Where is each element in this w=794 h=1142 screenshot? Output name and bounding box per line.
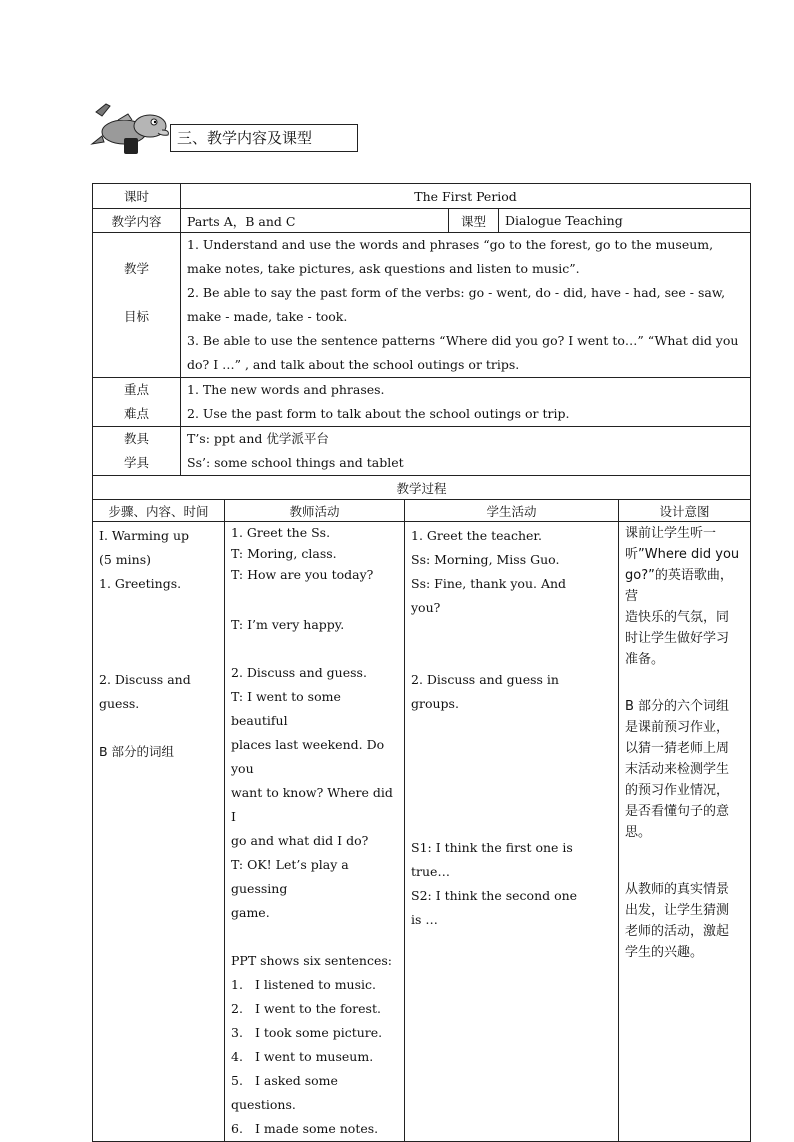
process-header-row <box>93 500 751 522</box>
process-title-row <box>93 476 751 500</box>
intent-text: 时让学生做好学习 <box>625 631 730 646</box>
objectives-label-1: 教学 <box>123 261 149 276</box>
intent-text: B 部分的六个词组 <box>625 699 730 714</box>
intent-text: 学生的兴趣。 <box>625 945 704 960</box>
intent-text: 课前让学生听一 <box>625 526 717 541</box>
key-points-row <box>93 378 751 427</box>
ppt-sentence: 4. I went to museum. <box>231 1049 374 1064</box>
ppt-sentence-list <box>231 973 398 1141</box>
intent-text: 出发，让学生猜测 <box>625 903 730 918</box>
student-text: groups. <box>411 696 459 711</box>
intent-text: 准备。 <box>625 652 665 667</box>
key-point-item: 2. Use the past form to talk about the school outings or trip. <box>187 406 570 421</box>
intent-text: 以猜一猜老师上周 <box>625 741 730 756</box>
teacher-text: go and what did I do? <box>231 833 369 848</box>
ppt-sentence: 1. I listened to music. <box>231 977 376 992</box>
intent-text: go?”的英语歌曲，营 <box>625 568 733 604</box>
teacher-text: places last weekend. Do you <box>231 737 385 776</box>
steps-column <box>93 522 225 1142</box>
tools-label-1: 教具 <box>123 431 149 446</box>
content-row <box>93 209 751 233</box>
tools-list <box>181 427 751 476</box>
tools-row <box>93 427 751 476</box>
header-student: 学生活动 <box>405 500 619 522</box>
student-text: Ss: Fine, thank you. And <box>411 576 567 591</box>
key-points-label-1: 重点 <box>123 382 149 397</box>
lesson-plan-table <box>92 183 751 1142</box>
objectives-label <box>93 233 181 378</box>
ppt-sentence: 6. I made some notes. <box>231 1121 379 1136</box>
teacher-text: 1. Greet the Ss. <box>231 525 331 540</box>
header-teacher: 教师活动 <box>225 500 405 522</box>
student-text: S2: I think the second one <box>411 888 578 903</box>
teacher-text: T: OK! Let’s play a guessing <box>231 857 349 896</box>
student-text: is … <box>411 912 438 927</box>
lesson-type-label: 课型 <box>449 209 499 233</box>
objectives-label-2: 目标 <box>123 309 149 324</box>
step-text: B 部分的词组 <box>99 744 175 759</box>
student-text: true… <box>411 864 450 879</box>
teacher-text: T: I’m very happy. <box>231 617 345 632</box>
objectives-list <box>181 233 751 378</box>
section-title: 三、教学内容及课型 <box>170 124 358 152</box>
tools-label <box>93 427 181 476</box>
teacher-text: T: How are you today? <box>231 567 374 582</box>
process-body-row <box>93 522 751 1142</box>
step-text: I. Warming up <box>99 528 190 543</box>
header-intent: 设计意图 <box>619 500 751 522</box>
period-value: The First Period <box>181 184 751 209</box>
teacher-column <box>225 522 405 1142</box>
key-point-item: 1. The new words and phrases. <box>187 382 385 397</box>
intent-text: 听”Where did you <box>625 547 740 562</box>
intent-text: 从教师的真实情景 <box>625 882 730 897</box>
content-value: Parts A，B and C <box>181 209 449 233</box>
objectives-row <box>93 233 751 378</box>
teacher-tools: T’s: ppt and 优学派平台 <box>187 431 329 446</box>
step-text: (5 mins) <box>99 552 151 567</box>
key-points-list <box>181 378 751 427</box>
teacher-text: PPT shows six sentences: <box>231 953 393 968</box>
key-points-label-2: 难点 <box>123 406 149 421</box>
objective-item: 1. Understand and use the words and phrases “go to the forest, go to the museum, make notes, take pictures, ask questions and listen to music”. <box>187 237 714 276</box>
student-text: S1: I think the first one is <box>411 840 573 855</box>
tools-label-2: 学具 <box>123 455 149 470</box>
lesson-type-value: Dialogue Teaching <box>499 209 751 233</box>
intent-text: 是课前预习作业， <box>625 720 730 735</box>
header-steps: 步骤、内容、时间 <box>93 500 225 522</box>
step-text: 1. Greetings. <box>99 576 182 591</box>
objective-item: 3. Be able to use the sentence patterns “Where did you go? I went to…” “What did you do? I …” , and talk about the school outings or trips. <box>187 333 739 372</box>
teacher-text: T: Moring, class. <box>231 546 337 561</box>
intent-column <box>619 522 751 1142</box>
intent-text: 末活动来检测学生 <box>625 762 730 777</box>
section-header <box>88 100 368 158</box>
teacher-text: T: I went to some beautiful <box>231 689 341 728</box>
student-text: 1. Greet the teacher. <box>411 528 542 543</box>
student-column <box>405 522 619 1142</box>
intent-text: 造快乐的气氛，同 <box>625 610 730 625</box>
content-label: 教学内容 <box>93 209 181 233</box>
ppt-sentence: 2. I went to the forest. <box>231 1001 381 1016</box>
objective-item: 2. Be able to say the past form of the verbs: go - went, do - did, have - had, see - saw, make - made, take - took. <box>187 285 726 324</box>
period-row <box>93 184 751 209</box>
step-text: 2. Discuss and <box>99 672 191 687</box>
teacher-text: 2. Discuss and guess. <box>231 665 367 680</box>
teacher-text: want to know? Where did I <box>231 785 393 824</box>
teacher-text: game. <box>231 905 270 920</box>
student-tools: Ss’: some school things and tablet <box>187 455 404 470</box>
intent-text: 是否看懂句子的意 <box>625 804 730 819</box>
intent-text: 的预习作业情况， <box>625 783 730 798</box>
intent-text: 思。 <box>625 825 652 840</box>
ppt-sentence: 5. I asked some questions. <box>231 1073 338 1112</box>
student-text: you? <box>411 600 441 615</box>
intent-text: 老师的活动，激起 <box>625 924 730 939</box>
ppt-sentence: 3. I took some picture. <box>231 1025 383 1040</box>
key-points-label <box>93 378 181 427</box>
process-title: 教学过程 <box>93 476 751 500</box>
period-label: 课时 <box>93 184 181 209</box>
student-text: Ss: Morning, Miss Guo. <box>411 552 560 567</box>
cartoon-mascot-icon <box>88 100 178 162</box>
student-text: 2. Discuss and guess in <box>411 672 559 687</box>
step-text: guess. <box>99 696 140 711</box>
